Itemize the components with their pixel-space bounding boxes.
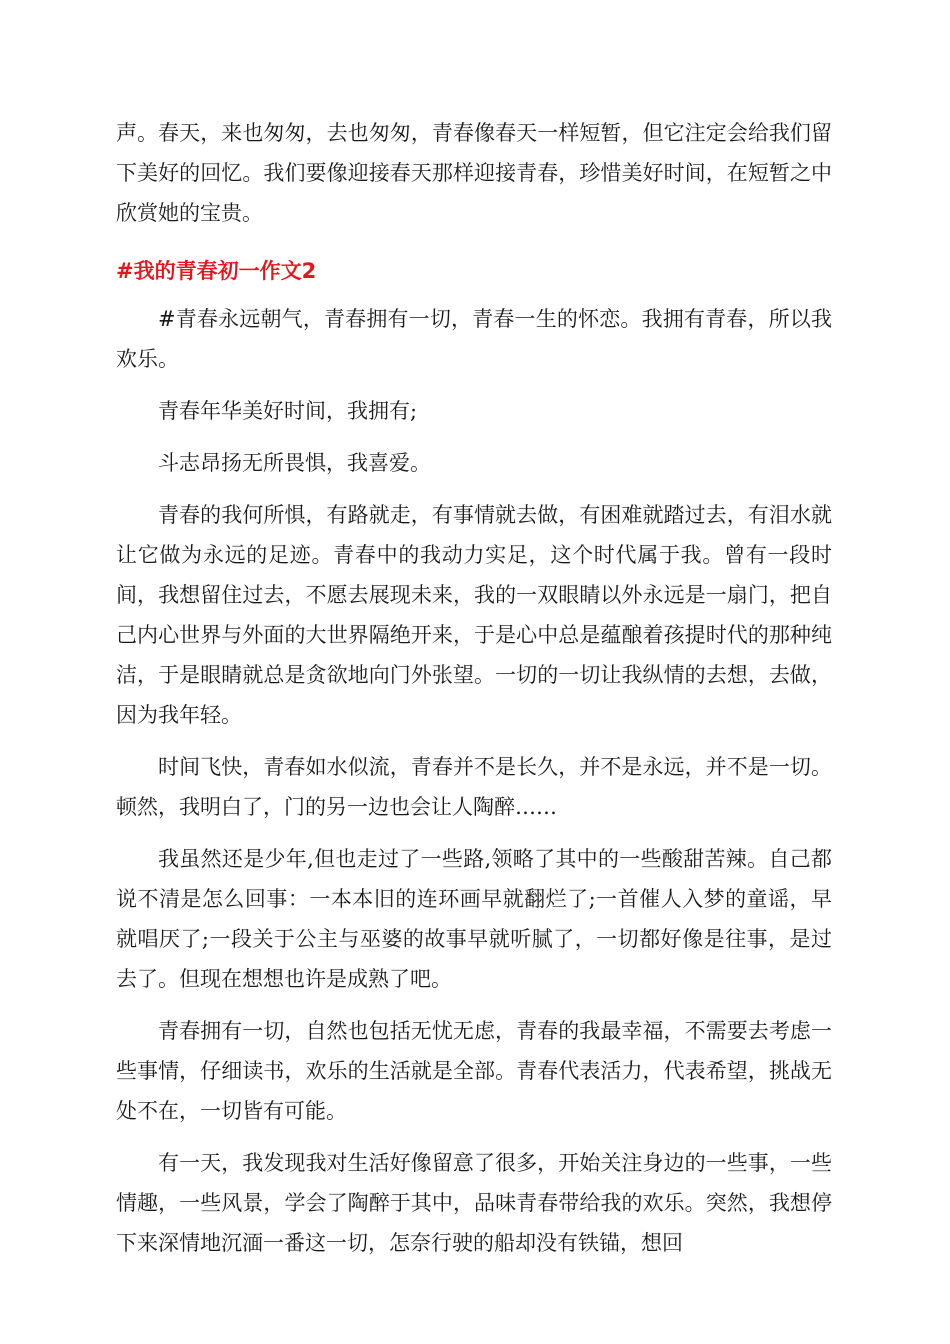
paragraph: #青春永远朝气，青春拥有一切，青春一生的怀恋。我拥有青春，所以我欢乐。 xyxy=(116,307,832,371)
paragraph: 青春的我何所惧，有路就走，有事情就去做，有困难就踏过去，有泪水就让它做为永远的足迹。青春中的我动力实足，这个时代属于我。曾有一段时间，我想留住过去，不愿去展现未来，我的一双眼睛以外永远是一扇门，把自己内心世界与外面的大世界隔绝开来，于是心中总是蕴酿着孩提时代的那种纯洁，于是眼睛就总是贪欲地向门外张望。一切的一切让我纵情的去想，去做，因为我年轻。 xyxy=(116,503,832,727)
paragraph: 我虽然还是少年,但也走过了一些路,领略了其中的一些酸甜苦辣。自己都说不清是怎么回事：一本本旧的连环画早就翻烂了;一首催人入梦的童谣，早就唱厌了;一段关于公主与巫婆的故事早就听腻了，一切都好像是往事，是过去了。但现在想想也许是成熟了吧。 xyxy=(116,847,832,991)
paragraph: 斗志昂扬无所畏惧，我喜爱。 xyxy=(158,451,431,475)
paragraph-continued: 声。春天，来也匆匆，去也匆匆，青春像春天一样短暂，但它注定会给我们留下美好的回忆。我们要像迎接春天那样迎接青春，珍惜美好时间，在短暂之中欣赏她的宝贵。 xyxy=(116,121,832,225)
paragraph: 有一天，我发现我对生活好像留意了很多，开始关注身边的一些事，一些情趣，一些风景，学会了陶醉于其中，品味青春带给我的欢乐。突然，我想停下来深情地沉湎一番这一切，怎奈行驶的船却没有铁锚，想回 xyxy=(116,1151,832,1255)
paragraph: 青春年华美好时间，我拥有; xyxy=(158,399,418,423)
section-heading: #我的青春初一作文2 xyxy=(116,259,317,283)
paragraph: 青春拥有一切，自然也包括无忧无虑，青春的我最幸福，不需要去考虑一些事情，仔细读书，欢乐的生活就是全部。青春代表活力，代表希望，挑战无处不在，一切皆有可能。 xyxy=(116,1019,832,1123)
paragraph: 时间飞快，青春如水似流，青春并不是长久，并不是永远，并不是一切。顿然，我明白了，门的另一边也会让人陶醉…… xyxy=(116,755,832,819)
